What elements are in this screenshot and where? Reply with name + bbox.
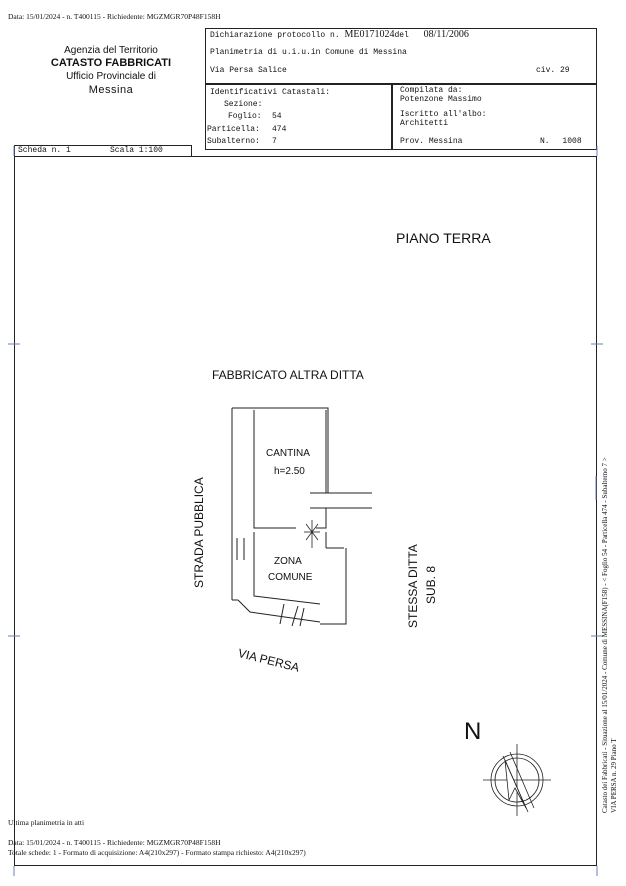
- subalterno-value: 7: [272, 137, 277, 146]
- sezione-label: Sezione:: [224, 100, 263, 109]
- prov-value: Messina: [428, 137, 463, 146]
- compass-rose: [483, 744, 551, 816]
- sub-label: SUB. 8: [424, 565, 438, 604]
- particella-value: 474: [272, 125, 287, 134]
- declaration-number: ME0171024: [344, 29, 395, 40]
- footer-ultima: Ultima planimetria in atti: [8, 818, 85, 827]
- via-persa-label: VIA PERSA: [236, 646, 301, 675]
- compilata-name: Potenzone Massimo: [400, 95, 482, 104]
- identificativi-title: Identificativi Catastali:: [210, 88, 331, 97]
- foglio-label: Foglio:: [228, 112, 262, 121]
- footer-totale: Totale schede: 1 - Formato di acquisizione: A4(210x297) - Formato stampa richiesto: A4(210x297): [8, 848, 306, 857]
- n-value: 1008: [562, 137, 582, 146]
- office-agency: Agenzia del Territorio: [64, 45, 158, 56]
- side-stamp-line2: VIA PERSA n. 29 Piano T: [610, 738, 618, 813]
- footer-data: Data: 15/01/2024 - n. T400115 - Richiedente: MGZMGR70P48F158H: [8, 838, 221, 847]
- zona-label: ZONA: [274, 556, 302, 567]
- subalterno-label: Subalterno:: [207, 137, 260, 146]
- compilata-label: Compilata da:: [400, 86, 463, 95]
- albo-value: Architetti: [400, 119, 449, 128]
- declaration-del: del: [394, 31, 409, 40]
- door-symbol: [304, 520, 320, 548]
- scheda-number: Scheda n. 1: [18, 146, 71, 155]
- side-stamp-line1: Catasto dei Fabbricati - Situazione al 15/01/2024 - Comune di MESSINA(F158) - < Foglio 54 - Particella 474 - Subalterno 7 >: [601, 457, 609, 813]
- office-catasto: CATASTO FABBRICATI: [50, 57, 172, 69]
- planimetria-text: Planimetria di u.i.u.in Comune di Messina: [210, 48, 407, 57]
- cantina-label: CANTINA: [266, 448, 310, 459]
- altezza-label: h=2.50: [274, 466, 305, 477]
- north-label: N: [464, 718, 482, 745]
- stessa-ditta-label: STESSA DITTA: [406, 544, 420, 628]
- scala-value: Scala 1:100: [110, 146, 163, 155]
- address-street: Via Persa Salice: [210, 66, 287, 75]
- prov-label: Prov.: [400, 137, 425, 146]
- office-ufficio: Ufficio Provinciale di: [66, 71, 156, 82]
- fabbricato-label: FABBRICATO ALTRA DITTA: [212, 368, 364, 382]
- strada-label: STRADA PUBBLICA: [192, 477, 206, 588]
- comune-label: COMUNE: [268, 572, 313, 583]
- foglio-value: 54: [272, 112, 282, 121]
- address-civ: civ. 29: [536, 66, 570, 75]
- header-stamp: Data: 15/01/2024 - n. T400115 - Richiedente: MGZMGR70P48F158H: [8, 12, 221, 21]
- crop-marks: [8, 146, 603, 876]
- n-label: N.: [540, 137, 550, 146]
- particella-label: Particella:: [207, 125, 260, 134]
- iscritto-label: Iscritto all'albo:: [400, 110, 487, 119]
- office-city: Messina: [88, 84, 134, 96]
- piano-label: PIANO TERRA: [396, 230, 491, 246]
- declaration-label: Dichiarazione protocollo n.: [210, 31, 340, 40]
- declaration-date: 08/11/2006: [423, 29, 469, 40]
- building-outline: [232, 408, 372, 626]
